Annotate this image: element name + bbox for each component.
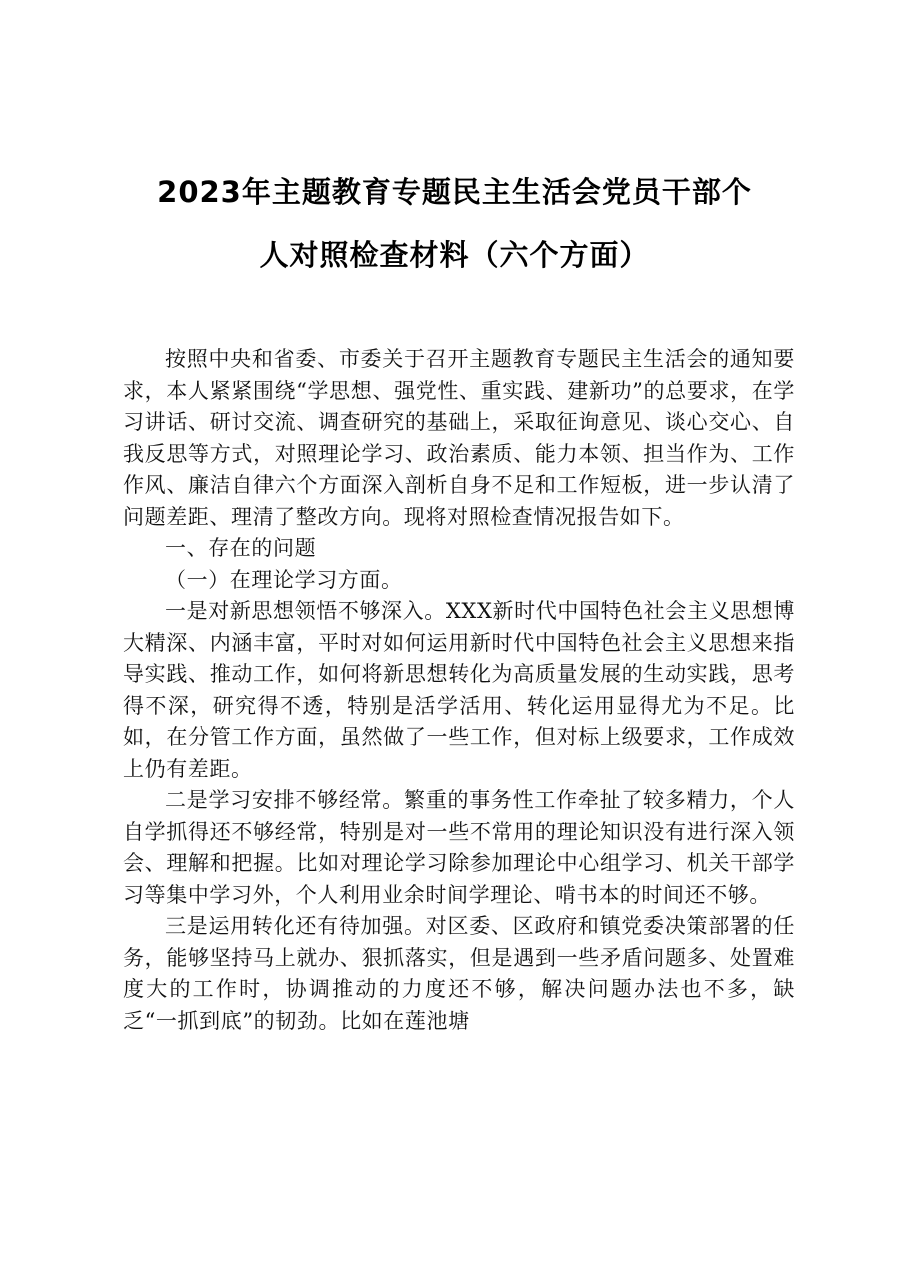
- body-paragraph: 三是运用转化还有待加强。对区委、区政府和镇党委决策部署的任务，能够坚持马上就办、狠抓落实，但是遇到一些矛盾问题多、处置难度大的工作时，协调推动的力度还不够，解决问题办法也不多，缺乏“一抓到底”的韧劲。比如在莲池塘: [123, 914, 795, 1033]
- section-heading: 一、存在的问题: [165, 536, 317, 560]
- body-paragraph: 一是对新思想领悟不够深入。XXX新时代中国特色社会主义思想博大精深、内涵丰富，平时对如何运用新时代中国特色社会主义思想来指导实践、推动工作，如何将新思想转化为高质量发展的生动实践，思考得不深，研究得不透，特别是活学活用、转化运用显得尤为不足。比如，在分管工作方面，虽然做了一些工作，但对标上级要求，工作成效上仍有差距。: [123, 599, 795, 781]
- document-title-line-1: 2023年主题教育专题民主生活会党员干部个: [157, 175, 752, 209]
- subsection-heading: （一）在理论学习方面。: [165, 567, 403, 592]
- body-paragraph: 二是学习安排不够经常。繁重的事务性工作牵扯了较多精力，个人自学抓得还不够经常，特别是对一些不常用的理论知识没有进行深入领会、理解和把握。比如对理论学习除参加理论中心组学习、机关干部学习等集中学习外，个人利用业余时间学理论、啃书本的时间还不够。: [123, 788, 795, 907]
- document-title-line-2: 人对照检查材料（六个方面）: [259, 238, 650, 272]
- document-body: [123, 344, 795, 1037]
- intro-paragraph: 按照中央和省委、市委关于召开主题教育专题民主生活会的通知要求，本人紧紧围绕“学思想、强党性、重实践、建新功”的总要求，在学习讲话、研讨交流、调查研究的基础上，采取征询意见、谈心交心、自我反思等方式，对照理论学习、政治素质、能力本领、担当作为、工作作风、廉洁自律六个方面深入剖析自身不足和工作短板，进一步认清了问题差距、理清了整改方向。现将对照检查情况报告如下。: [123, 347, 795, 529]
